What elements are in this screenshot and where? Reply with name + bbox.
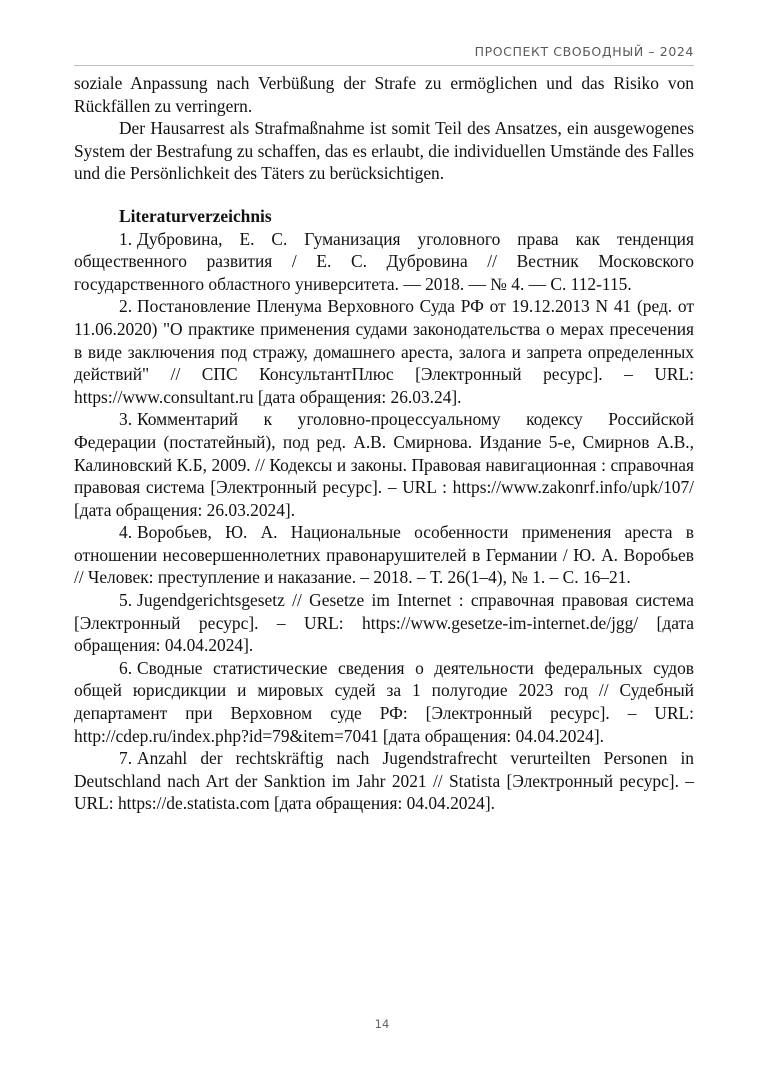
reference-text: Дубровина, Е. С. Гуманизация уголовного права как тенденция общественного развития / Е. С. Дубровина // Вестник Московского государственного областного университета. — 2018. — № 4. — С. 112-115. xyxy=(74,228,694,294)
reference-text: Комментарий к уголовно-процессуальному кодексу Российской Федерации (постатейный), под ред. А.В. Смирнова. Издание 5-е, Смирнов А.В., Калиновский К.Б, 2009. // Кодексы и законы. Правовая навигационная : справочная правовая система [Электронный ресурс]. – URL : https://www.zakonrf.info/upk/107/ [дата обращения: 26.03.2024]. xyxy=(74,409,694,520)
reference-number: 7. xyxy=(119,748,133,769)
reference-number: 2. xyxy=(119,296,133,317)
reference-number: 6. xyxy=(119,657,133,678)
reference-item-5 xyxy=(74,589,694,657)
reference-item-2 xyxy=(74,295,694,408)
body-paragraph: Der Hausarrest als Strafmaßnahme ist somit Teil des Ansatzes, ein ausgewogenes System der Bestrafung zu schaffen, das es erlaubt, die individuellen Umstände des Falles und die Persönlichkeit des Täters zu berücksichtigen. xyxy=(74,118,694,184)
reference-text: Постановление Пленума Верховного Суда РФ от 19.12.2013 N 41 (ред. от 11.06.2020) "О практике применения судами законодательства о мерах пресечения в виде заключения под стражу, домашнего ареста, залога и запрета определенных действий" // СПС КонсультантПлюс [Электронный ресурс]. – URL: https://www.consultant.ru [дата обращения: 26.03.24]. xyxy=(74,296,694,407)
reference-item-7 xyxy=(74,747,694,815)
reference-number: 4. xyxy=(119,522,133,543)
reference-number: 1. xyxy=(119,228,133,249)
page-number: 14 xyxy=(374,1017,390,1031)
reference-text: Воробьев, Ю. А. Национальные особенности применения ареста в отношении несовершеннолетних правонарушителей в Германии / Ю. А. Воробьев // Человек: преступление и наказание. – 2018. – Т. 26(1–4), № 1. – С. 16–21. xyxy=(74,522,694,588)
references-heading: Literaturverzeichnis xyxy=(119,205,272,226)
reference-text: Anzahl der rechtskräftig nach Jugendstrafrecht verurteilten Personen in Deutschland nach Art der Sanktion im Jahr 2021 // Statista [Электронный ресурс]. – URL: https://de.statista.com [дата обращения: 04.04.2024]. xyxy=(74,748,694,814)
reference-number: 5. xyxy=(119,590,133,611)
reference-item-6 xyxy=(74,657,694,747)
body-paragraph: soziale Anpassung nach Verbüßung der Strafe zu ermöglichen und das Risiko von Rückfällen zu verringern. xyxy=(74,73,694,116)
page-body xyxy=(74,72,694,815)
reference-item-3 xyxy=(74,408,694,521)
header-divider xyxy=(74,65,694,66)
reference-text: Сводные статистические сведения о деятельности федеральных судов общей юрисдикции и мировых судей за 1 полугодие 2023 год // Судебный департамент при Верховном суде РФ: [Электронный ресурс]. – URL: http://cdep.ru/index.php?id=79&item=7041 [дата обращения: 04.04.2024]. xyxy=(74,657,694,746)
reference-text: Jugendgerichtsgesetz // Gesetze im Internet : справочная правовая система [Электронный ресурс]. – URL: https://www.gesetze-im-internet.de/jgg/ [дата обращения: 04.04.2024]. xyxy=(74,590,694,656)
reference-item-1 xyxy=(74,228,694,296)
running-header: ПРОСПЕКТ СВОБОДНЫЙ – 2024 xyxy=(474,44,694,59)
reference-item-4 xyxy=(74,521,694,589)
reference-number: 3. xyxy=(119,409,133,430)
